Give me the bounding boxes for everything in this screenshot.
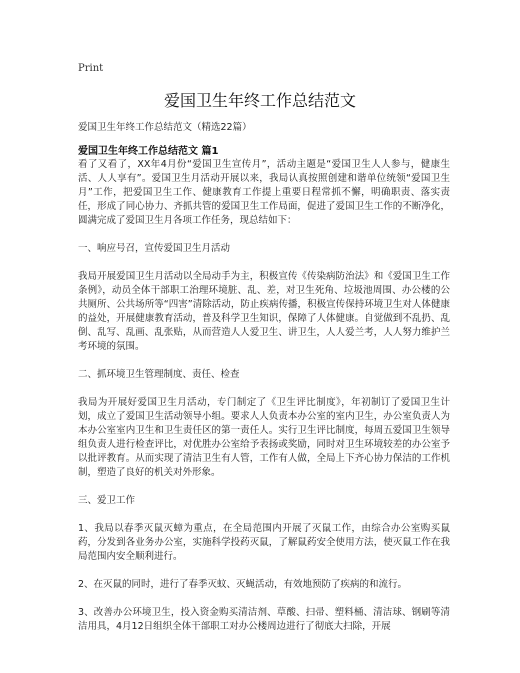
section-heading-1: 一、响应号召，宣传爱国卫生月活动 [78, 243, 231, 254]
paragraph-2: 我局为开展好爱国卫生月活动，专门制定了《卫生评比制度》，年初制订了爱国卫生计划，成立了爱国卫生活动领导小组。要求人人负责本办公室的室内卫生，办公室负责人为本办公室室内卫生和卫生责任区的第一责任人。实行卫生评比制度，每周五爱国卫生领导组负责人进行检查评比，对优胜办公室给予表扬或奖励，同时对卫生环境较差的办公室予以批评教育。从而实现了清洁卫生有人管，工作有人做，全局上下齐心协力保洁的工作机制，塑造了良好的机关对外形象。 [78, 397, 450, 478]
intro-paragraph: 看了又看了，XX年4月份“爱国卫生宣传月”，活动主题是“爱国卫生人人参与，健康生活、人人享有”。爱国卫生月活动开展以来，我局认真按照创建和谐单位统领“爱国卫生月”工作，把爱国卫生工作、健康教育工作提上重要日程常抓不懈，明确职责、落实责任，形成了同心协力、齐抓共管的爱国卫生工作局面，促进了爱国卫生工作的不断净化，圆满完成了爱国卫生月各项工作任务，现总结如下： [78, 159, 450, 226]
page-title: 爱国卫生年终工作总结范文 [163, 91, 356, 110]
paragraph-5: 3、改善办公环境卫生，投入资金购买清洁剂、草酸、扫帚、塑料桶、清洁球、钢刷等清洁用具，4月12日组织全体干部职工对办公楼周边进行了彻底大扫除，开展 [78, 607, 450, 632]
document-subtitle: 爱国卫生年终工作总结范文（精选22篇） [78, 122, 252, 133]
print-link[interactable]: Print [78, 63, 104, 74]
section-heading-3: 三、爱卫工作 [78, 495, 136, 506]
paragraph-3: 1、我局以春季灭鼠灭蟑为重点，在全局范围内开展了灭鼠工作，由综合办公室购买鼠药，分发到各业务办公室，实施科学投药灭鼠，了解鼠药安全使用方法，使灭鼠工作在我局范围内安全顺利进行。 [78, 523, 450, 562]
paragraph-4: 2、在灭鼠的同时，进行了春季灭蚊、灭蝇活动，有效地预防了疾病的和流行。 [78, 579, 408, 590]
article-body [78, 158, 450, 634]
paragraph-1: 我局开展爱国卫生月活动以全局动手为主，积极宣传《传染病防治法》和《爱国卫生工作条例》，动员全体干部职工治理环境脏、乱、差，对卫生死角、垃圾池周围、办公楼的公共厕所、公共场所等“四害”清除活动，防止疾病传播，积极宣传保持环境卫生对人体健康的益处，开展健康教育活动，普及科学卫生知识，保障了人体健康。自觉做到不乱扔、乱倒、乱写、乱画、乱张贴，从而营造人人爱卫生、讲卫生，人人爱兰考，人人努力维护兰考环境的氛围。 [78, 271, 450, 352]
section-heading-2: 二、抓环境卫生管理制度、责任、检查 [78, 369, 240, 380]
section-title: 爱国卫生年终工作总结范文 篇1 [78, 146, 219, 157]
